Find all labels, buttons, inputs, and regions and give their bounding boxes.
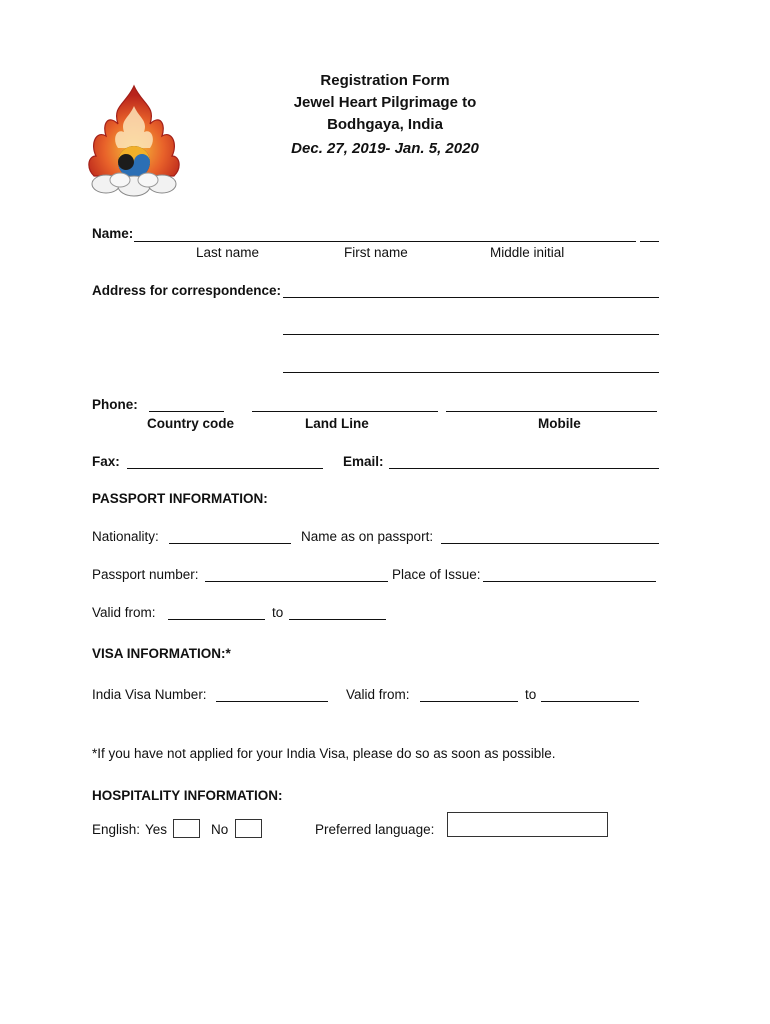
email-label: Email: [343,454,384,469]
preferred-language-input[interactable] [447,812,608,837]
visa-valid-from-label: Valid from: [346,687,410,702]
india-visa-number-label: India Visa Number: [92,687,207,702]
passport-valid-to-field[interactable] [289,619,386,620]
english-label: English: [92,822,141,837]
visa-heading: VISA INFORMATION:* [92,646,231,661]
name-label: Name: [92,226,134,241]
land-line-field[interactable] [252,411,438,412]
phone-label: Phone: [92,397,138,412]
flaming-jewel-logo-icon [86,84,182,200]
middle-initial-caption: Middle initial [490,245,565,260]
address-line-2[interactable] [283,334,659,335]
form-dates: Dec. 27, 2019- Jan. 5, 2020 [291,140,479,157]
mobile-field[interactable] [446,411,657,412]
country-code-caption: Country code [147,416,235,431]
place-of-issue-field[interactable] [483,581,656,582]
address-label: Address for correspondence: [92,283,282,298]
name-field[interactable] [134,241,636,242]
form-subtitle: Jewel Heart Pilgrimage to [293,94,477,111]
land-line-caption: Land Line [305,416,369,431]
hospitality-heading: HOSPITALITY INFORMATION: [92,788,283,803]
english-yes-checkbox[interactable] [173,819,200,838]
country-code-field[interactable] [149,411,224,412]
last-name-caption: Last name [196,245,260,260]
email-field[interactable] [389,468,659,469]
form-location: Bodhgaya, India [327,116,443,133]
english-no-label: No [211,822,229,837]
english-no-checkbox[interactable] [235,819,262,838]
name-field-end[interactable] [640,241,659,242]
first-name-caption: First name [344,245,408,260]
passport-number-label: Passport number: [92,567,199,582]
fax-label: Fax: [92,454,120,469]
mobile-caption: Mobile [538,416,581,431]
english-yes-label: Yes [145,822,168,837]
nationality-label: Nationality: [92,529,159,544]
passport-valid-from-field[interactable] [168,619,265,620]
passport-heading: PASSPORT INFORMATION: [92,491,268,506]
fax-field[interactable] [127,468,323,469]
passport-valid-from-label: Valid from: [92,605,156,620]
address-line-3[interactable] [283,372,659,373]
visa-note: *If you have not applied for your India Visa, please do so as soon as possible. [92,746,556,761]
place-of-issue-label: Place of Issue: [392,567,481,582]
address-line-1[interactable] [283,297,659,298]
visa-to-label: to [525,687,537,702]
passport-to-label: to [272,605,284,620]
nationality-field[interactable] [169,543,291,544]
india-visa-number-field[interactable] [216,701,328,702]
passport-number-field[interactable] [205,581,388,582]
visa-valid-from-field[interactable] [420,701,518,702]
name-on-passport-field[interactable] [441,543,659,544]
visa-valid-to-field[interactable] [541,701,639,702]
preferred-language-label: Preferred language: [315,822,435,837]
form-title: Registration Form [320,72,450,89]
name-on-passport-label: Name as on passport: [301,529,434,544]
